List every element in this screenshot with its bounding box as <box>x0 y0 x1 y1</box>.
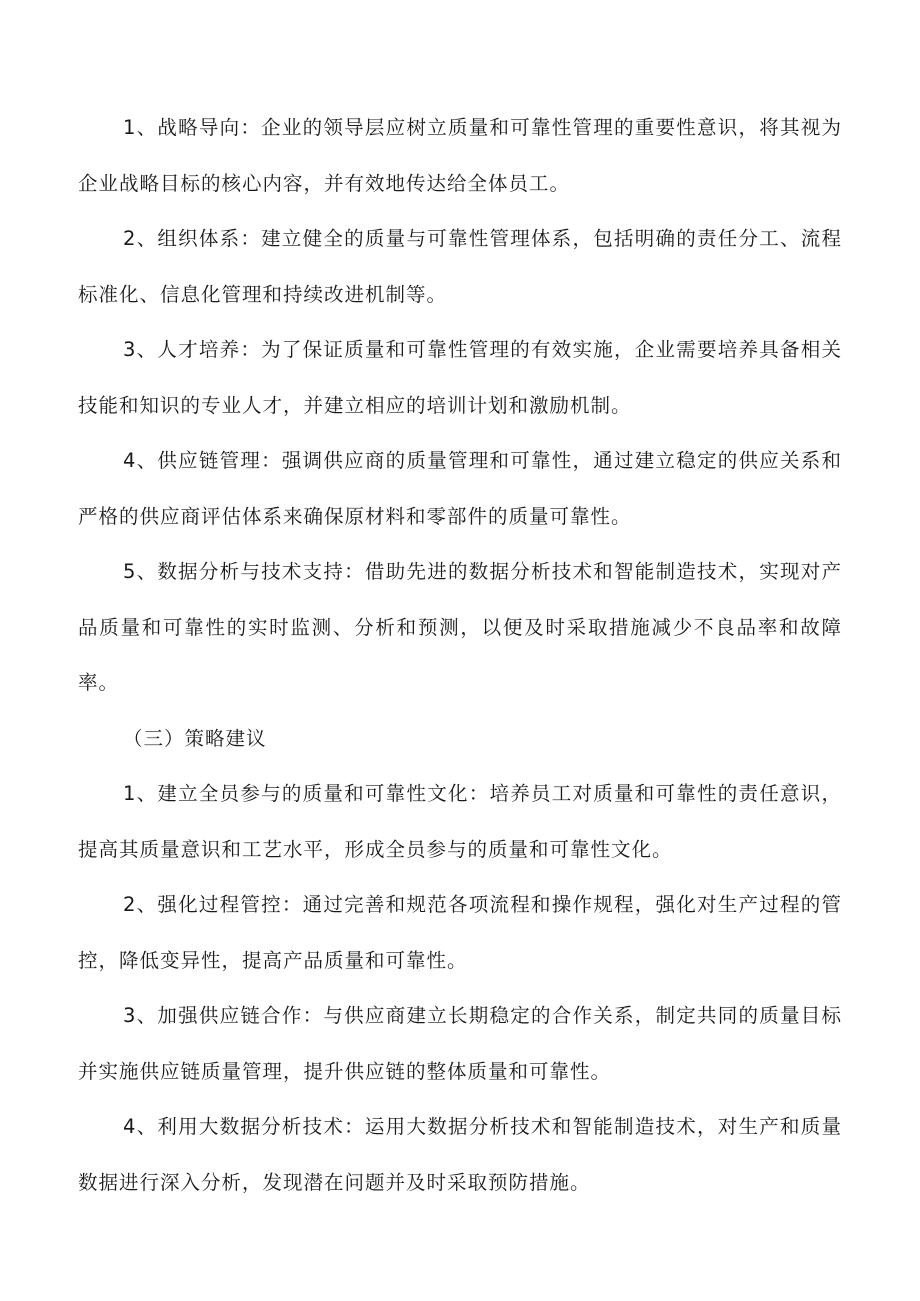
paragraph-process-control: 2、强化过程管控：通过完善和规范各项流程和操作规程，强化对生产过程的管控，降低变异性，提高产品质量和可靠性。 <box>78 893 842 972</box>
document-page <box>78 100 842 1210</box>
paragraph-supply-chain-management: 4、供应链管理：强调供应商的质量管理和可靠性，通过建立稳定的供应关系和严格的供应商评估体系来确保原材料和零部件的质量可靠性。 <box>78 449 842 528</box>
section-heading-strategy-suggestions: （三）策略建议 <box>123 726 267 750</box>
paragraph-big-data-analysis: 4、利用大数据分析技术：运用大数据分析技术和智能制造技术，对生产和质量数据进行深入分析，发现潜在问题并及时采取预防措施。 <box>78 1115 842 1194</box>
paragraph-quality-culture: 1、建立全员参与的质量和可靠性文化：培养员工对质量和可靠性的责任意识，提高其质量意识和工艺水平，形成全员参与的质量和可靠性文化。 <box>78 782 842 861</box>
paragraph-strategic-orientation: 1、战略导向：企业的领导层应树立质量和可靠性管理的重要性意识，将其视为企业战略目标的核心内容，并有效地传达给全体员工。 <box>78 116 842 195</box>
paragraph-data-analysis-support: 5、数据分析与技术支持：借助先进的数据分析技术和智能制造技术，实现对产品质量和可靠性的实时监测、分析和预测，以便及时采取措施减少不良品率和故障率。 <box>78 560 842 694</box>
paragraph-talent-training: 3、人才培养：为了保证质量和可靠性管理的有效实施，企业需要培养具备相关技能和知识的专业人才，并建立相应的培训计划和激励机制。 <box>78 338 842 417</box>
paragraph-organization-system: 2、组织体系：建立健全的质量与可靠性管理体系，包括明确的责任分工、流程标准化、信息化管理和持续改进机制等。 <box>78 227 842 306</box>
paragraph-supply-chain-cooperation: 3、加强供应链合作：与供应商建立长期稳定的合作关系，制定共同的质量目标并实施供应链质量管理，提升供应链的整体质量和可靠性。 <box>78 1004 842 1083</box>
